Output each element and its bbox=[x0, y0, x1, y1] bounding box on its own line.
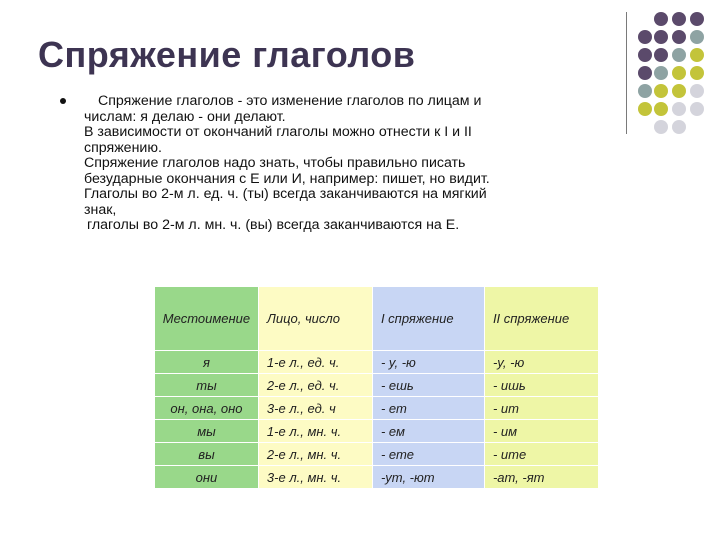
cell-second-conjugation: - им bbox=[484, 420, 598, 443]
cell-pronoun: вы bbox=[155, 443, 258, 466]
decorative-dot-grid bbox=[638, 10, 714, 130]
deco-dot bbox=[672, 12, 686, 26]
deco-dot bbox=[672, 48, 686, 62]
cell-first-conjugation: - ем bbox=[372, 420, 484, 443]
deco-dot bbox=[638, 84, 652, 98]
deco-dot bbox=[638, 30, 652, 44]
slide-body bbox=[60, 94, 600, 234]
deco-dot bbox=[672, 84, 686, 98]
cell-person-number: 2-е л., ед. ч. bbox=[258, 374, 372, 397]
cell-first-conjugation: - ешь bbox=[372, 374, 484, 397]
paragraph-line: Спряжение глаголов надо знать, чтобы правильно писать bbox=[84, 155, 466, 171]
deco-dot bbox=[690, 30, 704, 44]
deco-dot bbox=[654, 48, 668, 62]
deco-dot bbox=[672, 102, 686, 116]
paragraph-line: числам: я делаю - они делают. bbox=[84, 108, 286, 125]
deco-dot bbox=[690, 84, 704, 98]
cell-second-conjugation: -ат, -ят bbox=[484, 466, 598, 489]
paragraph-line: спряжению. bbox=[84, 139, 162, 156]
cell-pronoun: я bbox=[155, 351, 258, 374]
paragraph-line: Спряжение глаголов - это изменение глаголов по лицам и bbox=[98, 93, 482, 109]
deco-dot bbox=[672, 66, 686, 80]
slide-title: Спряжение глаголов bbox=[38, 34, 416, 75]
deco-dot bbox=[690, 66, 704, 80]
deco-dot bbox=[672, 120, 686, 134]
cell-second-conjugation: - ит bbox=[484, 397, 598, 420]
cell-second-conjugation: - ишь bbox=[484, 374, 598, 397]
table-row bbox=[155, 466, 599, 489]
cell-pronoun: они bbox=[155, 466, 258, 489]
cell-first-conjugation: - ет bbox=[372, 397, 484, 420]
deco-dot bbox=[690, 48, 704, 62]
cell-person-number: 1-е л., ед. ч. bbox=[258, 351, 372, 374]
paragraph-line: безударные окончания с Е или И, например: пишет, но видит. bbox=[84, 170, 490, 187]
deco-dot bbox=[654, 84, 668, 98]
cell-first-conjugation: -ут, -ют bbox=[372, 466, 484, 489]
table-row bbox=[155, 351, 599, 374]
table-row bbox=[155, 397, 599, 420]
header-pronoun: Местоимение bbox=[155, 287, 258, 351]
cell-second-conjugation: - ите bbox=[484, 443, 598, 466]
cell-first-conjugation: - у, -ю bbox=[372, 351, 484, 374]
deco-dot bbox=[672, 30, 686, 44]
deco-dot bbox=[638, 48, 652, 62]
deco-dot bbox=[654, 12, 668, 26]
deco-dot bbox=[690, 12, 704, 26]
deco-dot bbox=[638, 102, 652, 116]
table-row bbox=[155, 443, 599, 466]
bullet-icon bbox=[60, 98, 66, 104]
cell-person-number: 2-е л., мн. ч. bbox=[258, 443, 372, 466]
conjugation-table bbox=[155, 287, 599, 489]
bullet-paragraph bbox=[84, 94, 600, 234]
table-row bbox=[155, 374, 599, 397]
deco-dot bbox=[654, 30, 668, 44]
cell-pronoun: он, она, оно bbox=[155, 397, 258, 420]
deco-dot bbox=[654, 102, 668, 116]
header-person-number: Лицо, число bbox=[258, 287, 372, 351]
cell-pronoun: ты bbox=[155, 374, 258, 397]
paragraph-line: знак, bbox=[84, 201, 117, 218]
paragraph-line: Глаголы во 2-м л. ед. ч. (ты) всегда заканчиваются на мягкий bbox=[84, 186, 487, 202]
deco-dot bbox=[654, 120, 668, 134]
header-first-conjugation: I спряжение bbox=[372, 287, 484, 351]
cell-person-number: 1-е л., мн. ч. bbox=[258, 420, 372, 443]
header-second-conjugation: II спряжение bbox=[484, 287, 598, 351]
cell-second-conjugation: -у, -ю bbox=[484, 351, 598, 374]
table-header-row bbox=[155, 287, 599, 351]
deco-dot bbox=[690, 102, 704, 116]
paragraph-line: глаголы во 2-м л. мн. ч. (вы) всегда заканчиваются на Е. bbox=[87, 217, 460, 233]
deco-dot bbox=[638, 66, 652, 80]
cell-person-number: 3-е л., мн. ч. bbox=[258, 466, 372, 489]
cell-pronoun: мы bbox=[155, 420, 258, 443]
deco-dot bbox=[654, 66, 668, 80]
cell-person-number: 3-е л., ед. ч bbox=[258, 397, 372, 420]
decorative-divider bbox=[626, 12, 627, 134]
paragraph-line: В зависимости от окончаний глаголы можно отнести к I и II bbox=[84, 124, 472, 140]
cell-first-conjugation: - ете bbox=[372, 443, 484, 466]
table-row bbox=[155, 420, 599, 443]
